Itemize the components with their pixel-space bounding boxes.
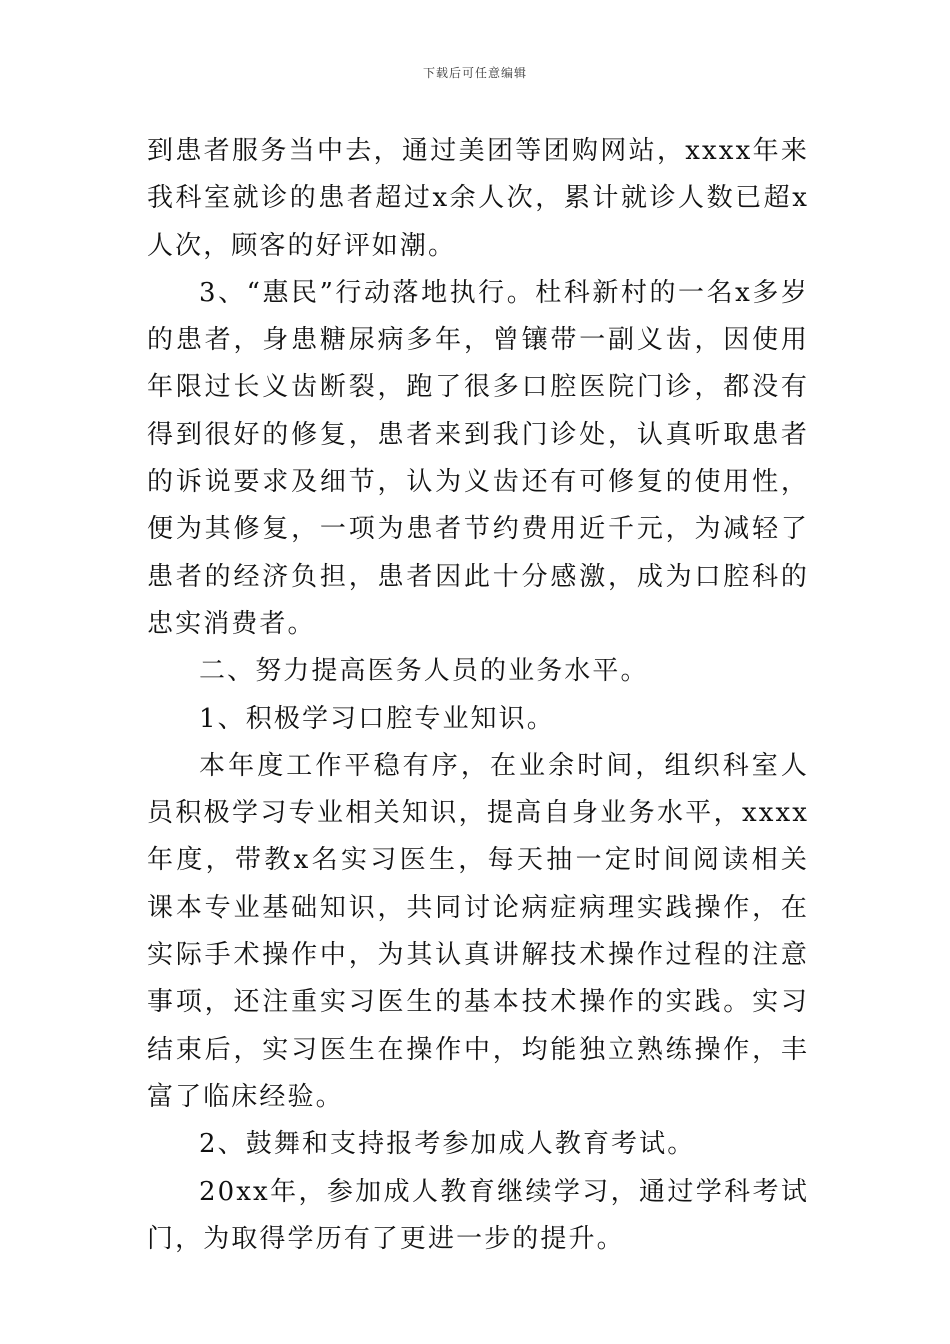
section-heading-2: 二、努力提高医务人员的业务水平。 — [199, 656, 649, 687]
page-header-note: 下载后可任意编辑 — [422, 66, 527, 80]
paragraph-2: 3、“惠民”行动落地执行。杜科新村的一名x多岁的患者，身患糖尿病多年，曾镶带一副义齿，因使用年限过长义齿断裂，跑了很多口腔医院门诊，都没有得到很好的修复，患者来到我门诊处，认真听取患者的诉说要求及细节，认为义齿还有可修复的使用性，便为其修复，一项为患者节约费用近千元，为减轻了患者的经济负担，患者因此十分感激，成为口腔科的忠实消费者。 — [147, 277, 809, 639]
paragraph-1: 到患者服务当中去，通过美团等团购网站，xxxx年来我科室就诊的患者超过x余人次，累计就诊人数已超x人次，顾客的好评如潮。 — [147, 136, 809, 261]
document-body — [147, 128, 809, 1263]
subheading-1: 1、积极学习口腔专业知识。 — [199, 703, 555, 734]
subheading-2: 2、鼓舞和支持报考参加成人教育考试。 — [199, 1129, 696, 1160]
paragraph-3: 本年度工作平稳有序，在业余时间，组织科室人员积极学习专业相关知识，提高自身业务水平，xxxx年度，带教x名实习医生，每天抽一定时间阅读相关课本专业基础知识，共同讨论病症病理实践操作，在实际手术操作中，为其认真讲解技术操作过程的注意事项，还注重实习医生的基本技术操作的实践。实习结束后，实习医生在操作中，均能独立熟练操作，丰富了临床经验。 — [147, 750, 809, 1112]
paragraph-4: 20xx年，参加成人教育继续学习，通过学科考试门，为取得学历有了更进一步的提升。 — [147, 1176, 809, 1254]
